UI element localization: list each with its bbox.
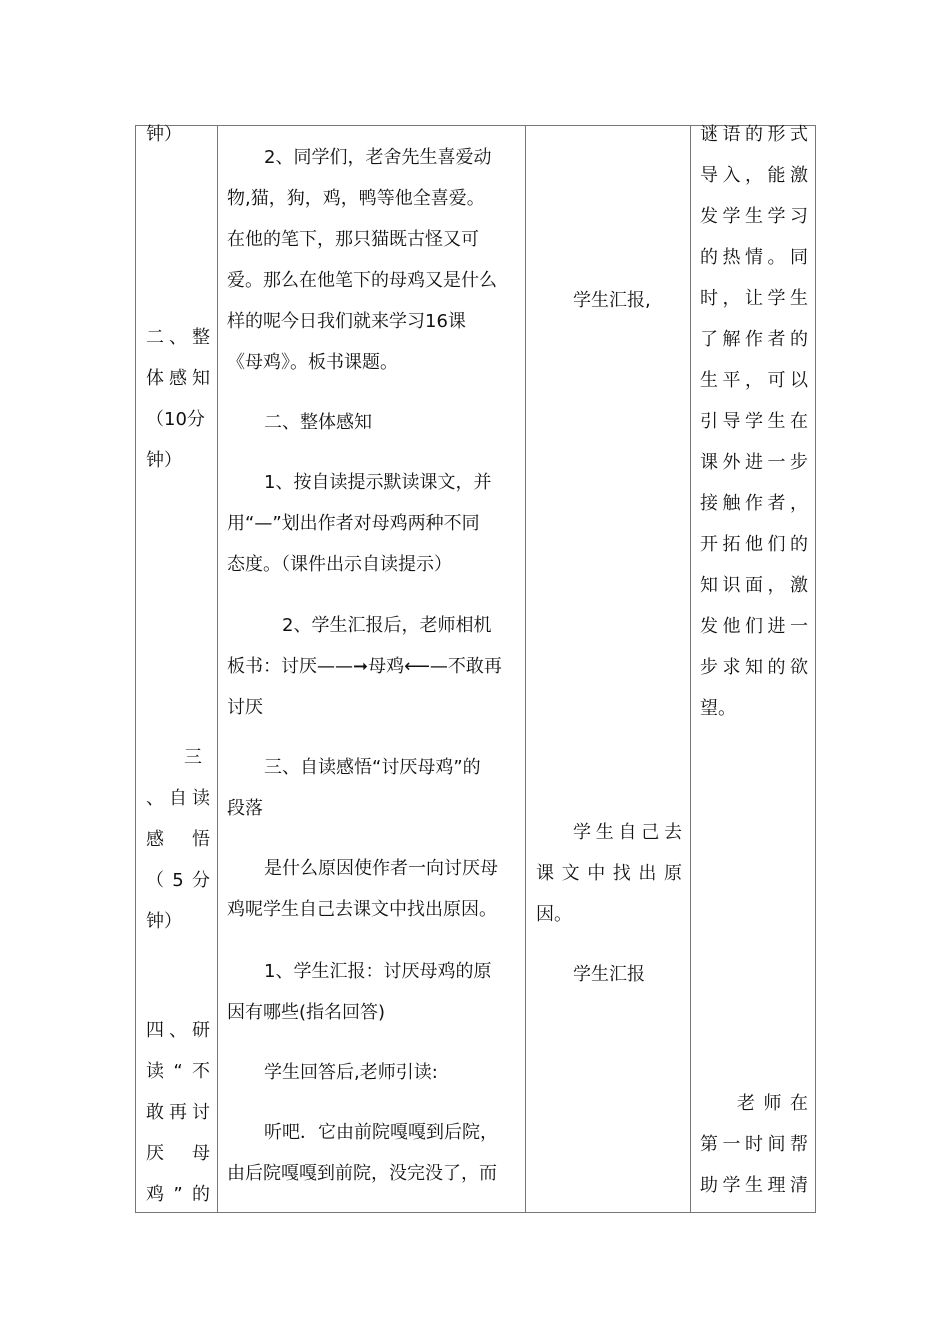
- glyph: 去: [664, 822, 682, 843]
- intent-text: [700, 164, 808, 188]
- process-text: 段落: [227, 798, 263, 819]
- glyph: 欲: [790, 657, 808, 678]
- glyph: 学: [767, 206, 786, 227]
- glyph: 面: [745, 575, 763, 596]
- glyph: 二: [146, 327, 164, 348]
- student-activity-column: [526, 126, 690, 1212]
- glyph: 在: [790, 1093, 808, 1114]
- glyph: 、: [146, 788, 164, 809]
- glyph: 研: [192, 1020, 210, 1041]
- intent-text: [700, 1174, 808, 1198]
- intent-text: [700, 369, 808, 393]
- stage-text: [146, 828, 210, 852]
- glyph: 不: [191, 1061, 210, 1082]
- intent-text: [700, 123, 808, 147]
- glyph: 作: [745, 329, 763, 350]
- glyph: 拓: [722, 534, 741, 555]
- glyph: 热: [722, 247, 741, 268]
- intent-text: [700, 656, 808, 680]
- glyph: 的: [745, 124, 763, 145]
- intent-text: [700, 287, 808, 311]
- glyph: 情: [745, 247, 763, 268]
- glyph: 导: [700, 165, 718, 186]
- glyph: 原: [663, 863, 682, 884]
- glyph: ，: [745, 165, 763, 186]
- intent-text: [700, 615, 808, 639]
- glyph: ，: [790, 493, 808, 514]
- glyph: ，: [745, 370, 763, 391]
- glyph: 文: [561, 863, 580, 884]
- glyph: 的: [191, 1184, 210, 1205]
- glyph: 的: [700, 247, 718, 268]
- glyph: 让: [745, 288, 763, 309]
- glyph: 敢: [146, 1102, 164, 1123]
- process-text: 在他的笔下，那只猫既古怪又可: [227, 229, 479, 250]
- glyph: 们: [767, 534, 786, 555]
- glyph: 时: [745, 1134, 763, 1155]
- glyph: 自: [169, 788, 187, 809]
- glyph: 生: [745, 1175, 763, 1196]
- glyph: 知: [192, 368, 210, 389]
- glyph: 时: [700, 288, 718, 309]
- process-text: 是什么原因使作者一向讨厌母: [264, 858, 498, 879]
- glyph: 知: [700, 575, 718, 596]
- stage-text: [146, 367, 210, 391]
- glyph: ，: [722, 288, 741, 309]
- glyph: 学: [722, 1175, 741, 1196]
- glyph: 一: [767, 452, 786, 473]
- glyph: “: [173, 1061, 183, 1082]
- glyph: 帮: [790, 1134, 808, 1155]
- process-text: 样的呢今日我们就来学习16课: [227, 311, 466, 332]
- glyph: 解: [722, 329, 741, 350]
- glyph: 清: [790, 1175, 808, 1196]
- glyph: 生: [595, 822, 614, 843]
- glyph: 的: [790, 534, 808, 555]
- glyph: 。: [767, 247, 786, 268]
- process-text: 学生回答后,老师引读:: [264, 1062, 438, 1083]
- lesson-plan-table: [135, 125, 816, 1213]
- process-text: 态度。（课件出示自读提示）: [227, 554, 452, 575]
- glyph: 己: [641, 822, 660, 843]
- glyph: 引: [700, 411, 718, 432]
- process-heading: 二、整体感知: [264, 412, 372, 433]
- glyph: 鸡: [146, 1184, 164, 1205]
- glyph: 入: [722, 165, 741, 186]
- process-text: 由后院嘎嘎到前院，没完没了，而: [227, 1163, 497, 1184]
- intent-text: [700, 410, 808, 434]
- glyph: ”: [173, 1184, 183, 1205]
- glyph: 发: [700, 206, 718, 227]
- glyph: 者: [767, 329, 786, 350]
- glyph: （: [146, 870, 164, 891]
- glyph: 他: [722, 616, 741, 637]
- glyph: 习: [790, 206, 808, 227]
- glyph: 再: [169, 1102, 187, 1123]
- glyph: 生: [745, 206, 763, 227]
- glyph: 、: [169, 327, 187, 348]
- glyph: 师: [763, 1093, 782, 1114]
- glyph: 进: [767, 616, 786, 637]
- glyph: 中: [587, 863, 606, 884]
- glyph: 讨: [192, 1102, 210, 1123]
- process-text: 用“—”划出作者对母鸡两种不同: [227, 513, 480, 534]
- process-text: 讨厌: [227, 697, 263, 718]
- stage-text: 钟）: [146, 911, 182, 932]
- glyph: 、: [169, 1020, 187, 1041]
- glyph: 们: [745, 616, 763, 637]
- glyph: 形: [767, 124, 786, 145]
- glyph: 感: [169, 368, 187, 389]
- glyph: 理: [767, 1175, 786, 1196]
- glyph: 谜: [700, 124, 718, 145]
- process-text: 1、按自读提示默读课文，并: [264, 472, 492, 493]
- glyph: 以: [790, 370, 808, 391]
- glyph: 生: [767, 411, 786, 432]
- process-text: 物,猫，狗，鸡，鸭等他全喜爱。: [227, 188, 485, 209]
- blackboard-text: 板书：讨厌——➞母鸡⟵—不敢再: [227, 656, 502, 677]
- stage-text: （10分: [146, 409, 205, 430]
- glyph: 悟: [192, 829, 210, 850]
- intent-text: [700, 492, 808, 516]
- stage-text: [146, 1019, 210, 1043]
- glyph: 读: [192, 788, 210, 809]
- glyph: 式: [790, 124, 808, 145]
- glyph: 平: [722, 370, 741, 391]
- glyph: ，: [767, 575, 786, 596]
- process-text: 听吧．它由前院嘎嘎到后院，: [264, 1122, 498, 1143]
- glyph: 感: [146, 829, 164, 850]
- stage-text: [146, 1060, 210, 1084]
- glyph: 出: [638, 863, 657, 884]
- intent-text: [700, 451, 808, 475]
- glyph: 激: [790, 165, 808, 186]
- stage-text: [146, 787, 210, 811]
- design-intent-column: [691, 126, 816, 1212]
- glyph: 学: [573, 822, 591, 843]
- glyph: 课: [536, 863, 554, 884]
- glyph: 助: [700, 1175, 718, 1196]
- glyph: 间: [767, 1134, 786, 1155]
- glyph: 了: [700, 329, 718, 350]
- glyph: 步: [700, 657, 718, 678]
- glyph: 课: [700, 452, 718, 473]
- glyph: 生: [790, 288, 808, 309]
- glyph: 母: [192, 1143, 210, 1164]
- glyph: 语: [722, 124, 741, 145]
- glyph: 同: [790, 247, 808, 268]
- teaching-process-column: [218, 126, 525, 1212]
- glyph: 读: [146, 1061, 164, 1082]
- glyph: 识: [722, 575, 741, 596]
- process-text: 2、学生汇报后，老师相机: [282, 615, 492, 636]
- glyph: 5: [172, 870, 184, 891]
- glyph: 能: [767, 165, 786, 186]
- intent-text: [700, 328, 808, 352]
- activity-text: 学生汇报: [573, 964, 645, 985]
- glyph: 体: [146, 368, 164, 389]
- glyph: 的: [767, 657, 786, 678]
- glyph: 厌: [146, 1143, 164, 1164]
- glyph: 整: [192, 327, 210, 348]
- glyph: 开: [700, 534, 718, 555]
- intent-text: 望。: [700, 698, 736, 719]
- glyph: 第: [700, 1134, 718, 1155]
- activity-text: [573, 821, 682, 845]
- glyph: 外: [722, 452, 741, 473]
- glyph: 接: [700, 493, 718, 514]
- glyph: 求: [722, 657, 741, 678]
- glyph: 知: [745, 657, 763, 678]
- intent-text: [700, 246, 808, 270]
- process-text: 《母鸡》。板书课题。: [227, 352, 398, 373]
- process-heading: 三、自读感悟“讨厌母鸡”的: [264, 757, 481, 778]
- glyph: 步: [790, 452, 808, 473]
- glyph: 触: [722, 493, 741, 514]
- glyph: 一: [790, 616, 808, 637]
- glyph: 在: [790, 411, 808, 432]
- intent-text: [700, 205, 808, 229]
- glyph: 导: [722, 411, 741, 432]
- glyph: 学: [722, 206, 741, 227]
- glyph: 者: [767, 493, 786, 514]
- glyph: 分: [191, 870, 210, 891]
- stage-text: 钟）: [146, 450, 182, 471]
- stage-text: [146, 869, 210, 893]
- stage-text: [146, 1142, 210, 1166]
- intent-text: [700, 533, 808, 557]
- glyph: 学: [767, 288, 786, 309]
- glyph: 可: [767, 370, 786, 391]
- process-text: 2、同学们，老舍先生喜爱动: [264, 147, 492, 168]
- process-text: 爱。那么在他笔下的母鸡又是什么: [227, 270, 497, 291]
- stage-text: [146, 326, 210, 350]
- stage-column: [136, 126, 217, 1212]
- stage-text: [146, 1101, 210, 1125]
- glyph: 的: [790, 329, 808, 350]
- glyph: 进: [745, 452, 763, 473]
- intent-text: [700, 1133, 808, 1157]
- glyph: 生: [700, 370, 718, 391]
- process-text: 因有哪些(指名回答): [227, 1002, 386, 1023]
- glyph: 发: [700, 616, 718, 637]
- process-text: 鸡呢学生自己去课文中找出原因。: [227, 899, 497, 920]
- glyph: 找: [612, 863, 631, 884]
- glyph: 作: [745, 493, 763, 514]
- intent-text: [700, 574, 808, 598]
- process-text: 1、学生汇报：讨厌母鸡的原: [264, 961, 492, 982]
- activity-text: [536, 862, 682, 886]
- stage-text: 钟）: [146, 124, 182, 145]
- glyph: 四: [146, 1020, 164, 1041]
- intent-text: [737, 1092, 808, 1116]
- stage-text: 三: [184, 747, 202, 768]
- glyph: 自: [618, 822, 637, 843]
- glyph: 激: [790, 575, 808, 596]
- stage-text: [146, 1183, 210, 1207]
- glyph: 学: [745, 411, 763, 432]
- activity-text: 学生汇报,: [573, 290, 651, 311]
- glyph: 老: [737, 1093, 755, 1114]
- glyph: 他: [745, 534, 763, 555]
- activity-text: 因。: [536, 904, 572, 925]
- glyph: 一: [722, 1134, 741, 1155]
